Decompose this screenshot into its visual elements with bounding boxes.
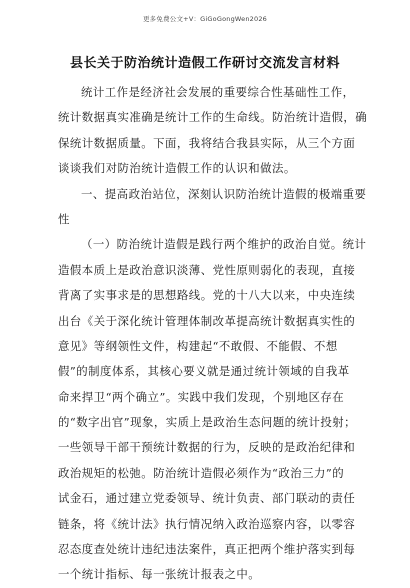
body-line: 意见》等纲领性文件，构建起“不敢假、不能假、不想: [58, 338, 338, 353]
body-line: 一些领导干部干预统计数据的行为，反映的是政治纪律和: [58, 440, 356, 455]
body-line: 命来捍卫“两个确立”。实践中我们发现，个别地区存在: [58, 389, 345, 404]
section-heading-line: 性: [58, 211, 70, 226]
body-line: 链条，将《统计法》执行情况纳入政治巡察内容，以零容: [58, 516, 356, 531]
body-line: 谈谈我们对防治统计造假工作的认识和做法。: [58, 161, 296, 176]
body-line: 试金石，通过建立党委领导、统计负责、部门联动的责任: [58, 491, 356, 506]
document-title: 县长关于防治统计造假工作研讨交流发言材料: [69, 56, 340, 71]
body-line: 的“数字出官”现象，实质上是政治生态问题的统计投射；: [58, 415, 357, 430]
body-line: 统计工作是经济社会发展的重要综合性基础性工作，: [81, 85, 355, 99]
section-heading-line: 一、提高政治站位，深刻认识防治统计造假的极端重要: [81, 186, 367, 201]
header-watermark: 更多免费公文+V：GiGoGongWen2026: [142, 15, 267, 23]
body-line: 背离了实事求是的思想路线。党的十八大以来，中央连续: [58, 288, 356, 303]
body-line: 假”的制度体系，其核心要义就是通过统计领域的自我革: [58, 364, 350, 379]
body-line: 出台《关于深化统计管理体制改革提高统计数据真实性的: [58, 313, 356, 328]
body-line: 造假本质上是政治意识淡薄、党性原则弱化的表现，直接: [58, 262, 356, 277]
body-line: 一个统计指标、每一张统计报表之中。: [58, 567, 261, 582]
body-line: 忍态度查处统计违纪违法案件，真正把两个维护落实到每: [58, 542, 356, 557]
body-line: （一）防治统计造假是践行两个维护的政治自觉。统计: [81, 237, 367, 252]
body-line: 政治规矩的松弛。防治统计造假必须作为“政治三力”的: [58, 465, 345, 480]
body-line: 统计数据真实准确是统计工作的生命线。防治统计造假，确: [58, 110, 368, 125]
body-line: 保统计数据质量。下面，我将结合我县实际，从三个方面: [58, 135, 356, 150]
document-body: [58, 80, 368, 588]
